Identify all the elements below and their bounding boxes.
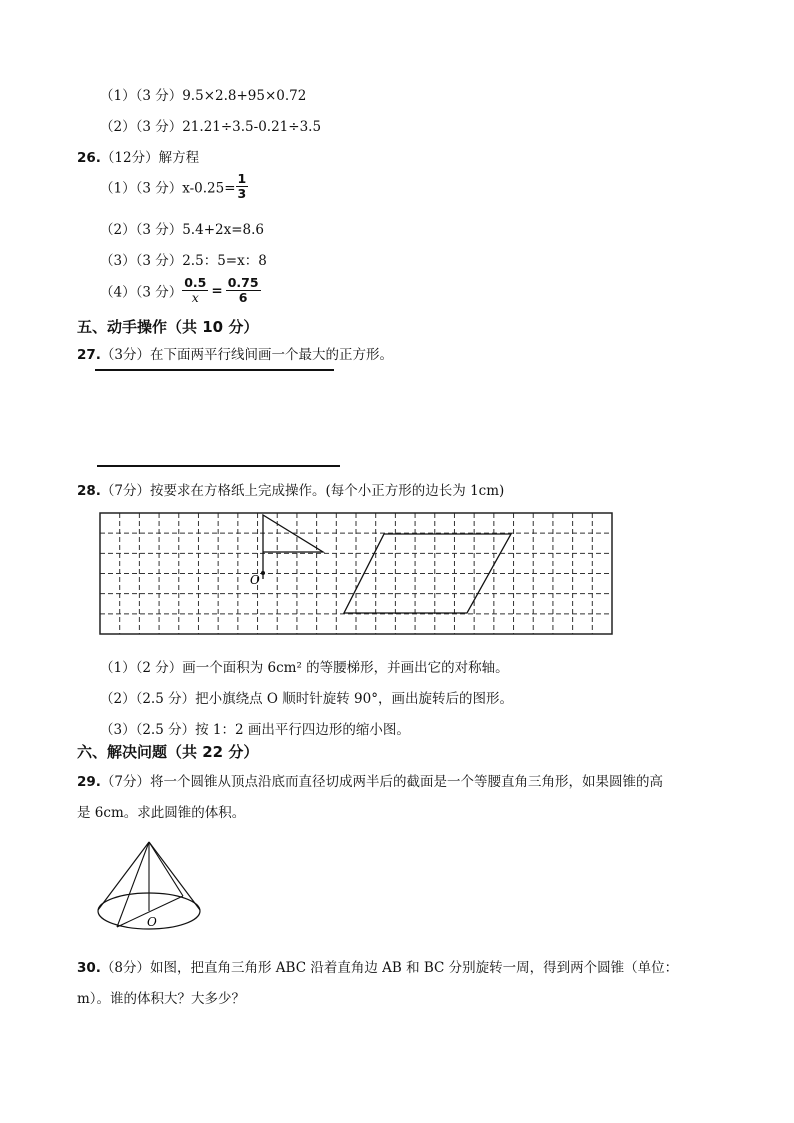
q25-part1: （1）（3 分）9.5×2.8+95×0.72 xyxy=(100,88,307,104)
q30-number: 30. xyxy=(77,960,101,976)
q26-part3: （3）（3 分）2.5：5=x：8 xyxy=(100,253,267,269)
q26-title: （12分）解方程 xyxy=(100,150,200,166)
cone-left-edge xyxy=(98,842,149,910)
q29-line2: 是 6cm。求此圆锥的体积。 xyxy=(77,805,246,821)
fraction-numerator: 1 xyxy=(237,171,247,186)
q26-part1-label: （1）（3 分）x-0.25= xyxy=(100,180,236,197)
fraction-denominator: 6 xyxy=(226,290,261,305)
section-6-heading: 六、解决问题（共 22 分） xyxy=(77,743,259,761)
q26-part4-label: （4）（3 分） xyxy=(100,284,183,301)
fraction-denominator: 3 xyxy=(237,186,247,201)
q29-text-1: （7分）将一个圆锥从顶点沿底而直径切成两半后的截面是一个等腰直角三角形，如果圆锥的高 xyxy=(100,774,664,790)
cone-slant-line xyxy=(149,842,183,896)
point-o-label: O xyxy=(250,573,260,587)
q26-number: 26. xyxy=(77,150,101,166)
q28-number: 28. xyxy=(77,483,101,499)
fraction-numerator: 0.5 xyxy=(184,275,207,290)
q30-line2: m）。谁的体积大？大多少？ xyxy=(77,991,246,1007)
q26-part2: （2）（3 分）5.4+2x=8.6 xyxy=(100,222,264,238)
q29-number: 29. xyxy=(77,774,101,790)
fraction-numerator: 0.75 xyxy=(227,275,259,290)
equals-sign: = xyxy=(211,282,223,299)
q28-part1: （1）（2 分）画一个面积为 6cm² 的等腰梯形，并画出它的对称轴。 xyxy=(100,660,509,676)
cone-center-label: O xyxy=(147,915,157,929)
q27-number: 27. xyxy=(77,347,101,363)
q30-text-1: （8分）如图，把直角三角形 ABC 沿着直角边 AB 和 BC 分别旋转一周，得到两个圆锥（单位： xyxy=(100,960,679,976)
q28-text: （7分）按要求在方格纸上完成操作。(每个小正方形的边长为 1cm) xyxy=(100,483,505,499)
q28-part3: （3）（2.5 分）按 1：2 画出平行四边形的缩小图。 xyxy=(100,722,410,738)
fraction-denominator: x xyxy=(182,290,208,305)
q28-part2: （2）（2.5 分）把小旗绕点 O 顺时针旋转 90°，画出旋转后的图形。 xyxy=(100,691,513,707)
q30-line1 xyxy=(77,956,678,976)
q27-text: （3分）在下面两平行线间画一个最大的正方形。 xyxy=(100,347,394,363)
q25-part2: （2）（3 分）21.21÷3.5-0.21÷3.5 xyxy=(100,119,322,135)
section-5-heading: 五、动手操作（共 10 分） xyxy=(77,318,259,336)
